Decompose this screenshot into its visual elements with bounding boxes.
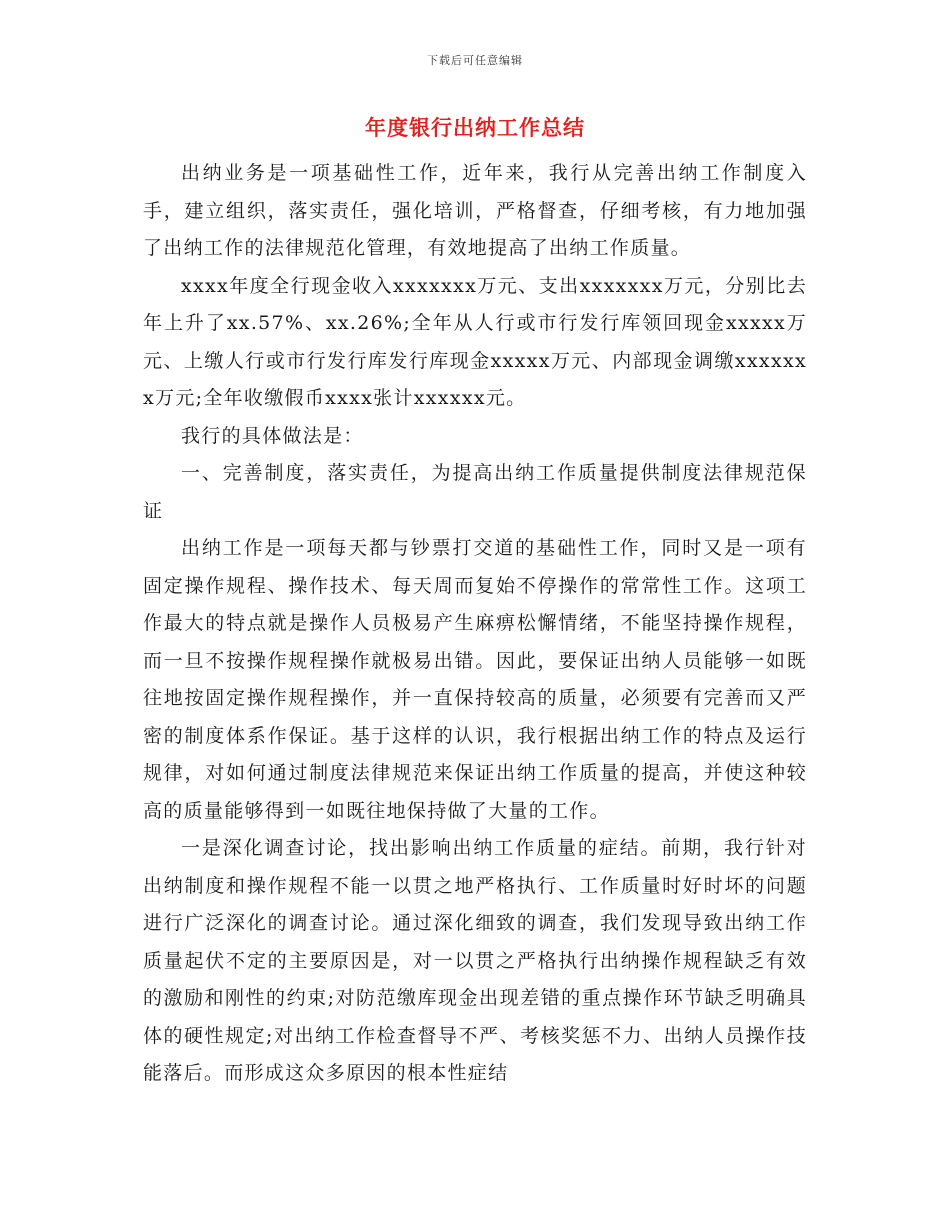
paragraph-point-1: 一是深化调查讨论，找出影响出纳工作质量的症结。前期，我行针对出纳制度和操作规程不能一以贯之地严格执行、工作质量时好时坏的问题进行广泛深化的调查讨论。通过深化细致的调查，我们发现导致出纳工作质量起伏不定的主要原因是，对一以贯之严格执行出纳操作规程缺乏有效的激励和刚性的约束;对防范缴库现金出现差错的重点操作环节缺乏明确具体的硬性规定;对出纳工作检查督导不严、考核奖惩不力、出纳人员操作技能落后。而形成这众多原因的根本性症结	[143, 837, 807, 1084]
paragraph-section-1: 出纳工作是一项每天都与钞票打交道的基础性工作，同时又是一项有固定操作规程、操作技术、每天周而复始不停操作的常常性工作。这项工作最大的特点就是操作人员极易产生麻痹松懈情绪，不能坚持操作规程，而一旦不按操作规程操作就极易出错。因此，要保证出纳人员能够一如既往地按固定操作规程操作，并一直保持较高的质量，必须要有完善而又严密的制度体系作保证。基于这样的认识，我行根据出纳工作的特点及运行规律，对如何通过制度法律规范来保证出纳工作质量的提高，并使这种较高的质量能够得到一如既往地保持做了大量的工作。	[143, 537, 807, 822]
page-header-note: 下载后可任意编辑	[427, 54, 523, 67]
paragraph-methods-intro: 我行的具体做法是：	[181, 424, 364, 447]
section-heading-1: 一、完善制度，落实责任，为提高出纳工作质量提供制度法律规范保证	[143, 462, 807, 522]
paragraph-statistics: xxxx年度全行现金收入xxxxxxx万元、支出xxxxxxx万元，分别比去年上升了xx.57%、xx.26%;全年从人行或市行发行库领回现金xxxxx万元、上缴人行或市行发行库发行库现金xxxxx万元、内部现金调缴xxxxxxx万元;全年收缴假币xxxx张计xxxxxx元。	[143, 274, 807, 409]
document-body	[143, 155, 807, 1093]
document-title: 年度银行出纳工作总结	[365, 115, 585, 140]
paragraph-intro: 出纳业务是一项基础性工作，近年来，我行从完善出纳工作制度入手，建立组织，落实责任，强化培训，严格督查，仔细考核，有力地加强了出纳工作的法律规范化管理，有效地提高了出纳工作质量。	[143, 162, 807, 259]
